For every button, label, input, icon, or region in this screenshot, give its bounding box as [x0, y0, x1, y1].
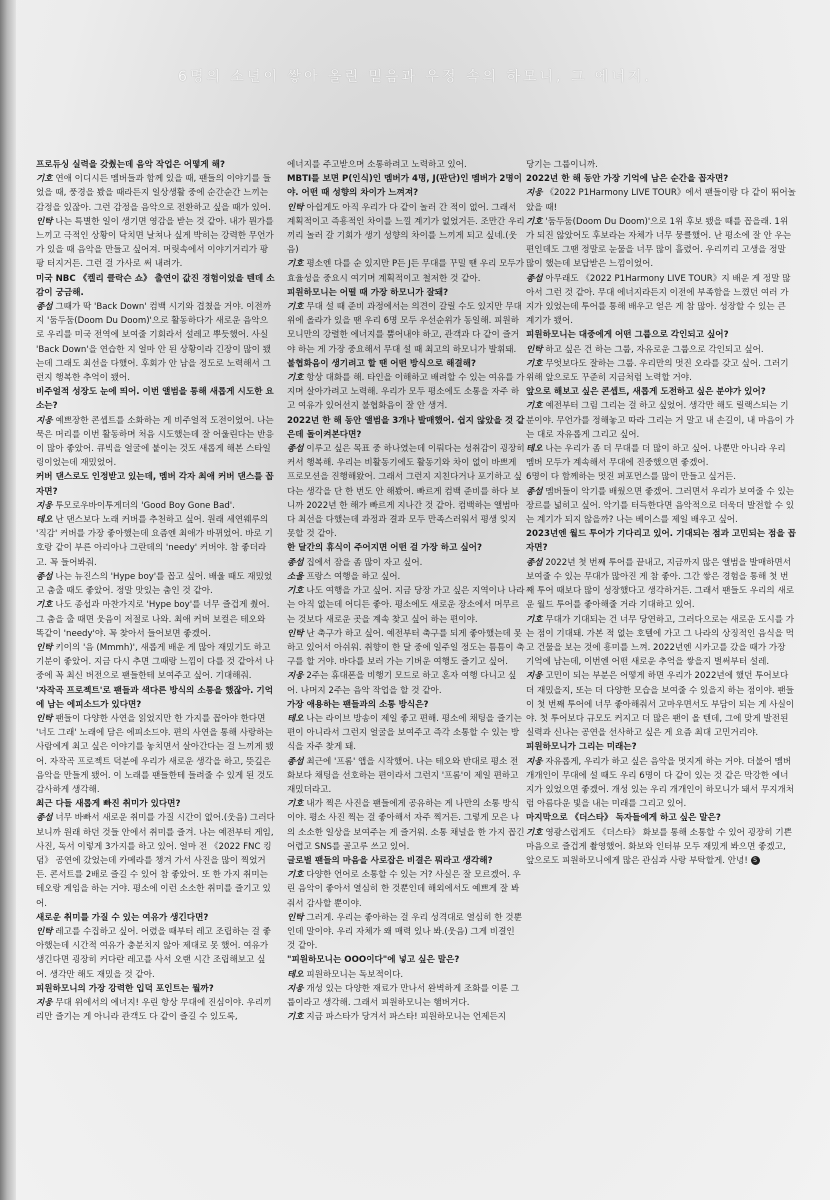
interview-question: 피원하모니는 어떨 때 가장 하모니가 잘돼?	[287, 287, 449, 298]
interview-answer	[36, 996, 276, 1024]
interview-answer	[526, 826, 796, 869]
speaker-name: 인탁	[36, 926, 53, 937]
answer-text: 다양한 언어로 소통할 수 있는 거? 사실은 잘 모르겠어. 우린 음악이 좋아서 열심히 한 것뿐인데 해외에서도 예쁘게 잘 봐줘서 감사할 뿐이야.	[287, 870, 521, 909]
speaker-name: 기호	[526, 216, 543, 227]
answer-text: '둠두둠(Doom Du Doom)'으로 1위 후보 됐을 때를 꼽을래. 1위가 되진 않았어도 후보라는 자체가 너무 뭉클했어. 난 평소에 잘 안 우는 편인데도 그땐 정말로 눈물을 너무 많이 흘렸어. 우리끼리 고생을 정말 많이 했는데 보답받은 느낌이었어.	[526, 216, 792, 270]
column-3	[526, 158, 796, 1178]
interview-question: 커버 댄스로도 인정받고 있는데, 멤버 각자 최애 커버 댄스를 꼽자면?	[36, 472, 274, 497]
interview-question: 프로듀싱 실력을 갖췄는데 음악 작업은 어떻게 해?	[36, 160, 225, 170]
interview-answer	[526, 470, 796, 484]
speaker-name: 종섭	[36, 571, 53, 582]
interview-answer	[287, 1010, 525, 1024]
interview-answer	[287, 669, 525, 697]
answer-text: 키이의 '음 (Mmmh)', 새롭게 배운 게 많아 재밌기도 하고 기분이 좋았어. 지금 다시 추면 그때랑 느낌이 다를 것 같아서 나중에 꼭 최신 버전으로 팬들한테 보여주고 싶어. 기대해줘.	[36, 642, 274, 682]
answer-text: 투모로우바이투게더의 'Good Boy Gone Bad'.	[55, 500, 235, 511]
speaker-name: 종섭	[287, 557, 304, 568]
interview-answer	[287, 911, 525, 954]
answer-text: 당기는 그룹이니까.	[526, 160, 598, 170]
interview-question: MBTI를 보면 P(인식)인 멤버가 4명, J(판단)인 멤버가 2명이야. 어떤 때 성향의 차이가 느껴져?	[287, 174, 522, 199]
page-headline: 6명의 소년이 쌓아 올린 믿음과 우정 속의 하모니, 그 에너지.	[178, 69, 652, 85]
speaker-name: 지웅	[526, 756, 543, 767]
interview-answer	[526, 556, 796, 613]
column-2	[287, 158, 525, 1178]
speaker-name: 기호	[526, 401, 543, 412]
answer-text: 그러게. 우리는 좋아하는 걸 우리 성격대로 열심히 한 것뿐인데 말이야. 우리 자체가 왜 매력 있나 봐.(웃음) 그게 비결인 것 같아.	[287, 912, 522, 952]
speaker-name: 지웅	[287, 671, 304, 682]
interview-answer	[287, 158, 525, 172]
answer-text: 프랑스 여행을 하고 싶어.	[306, 571, 401, 582]
speaker-name: 종섭	[36, 302, 53, 313]
answer-text: 피원하모니는 독보적이다.	[306, 969, 404, 980]
speaker-name: 소울	[287, 571, 304, 582]
interview-answer	[36, 811, 276, 910]
answer-text: 팬들이 다양한 사연을 읽었지만 한 가지를 꼽아야 한다면 '너도 그래' 노래에 담은 에피소드야. 편의 사연을 통해 사랑하는 사람에게 최고 싶은 이야기를 놓치면서 살아간다는 걸 느끼게 됐어. 자작곡 프로젝트 덕분에 우리가 새로운 생각을 하고, 뜻깊은 음악을 만들게 됐어. 이 노래를 팬들한테 들려줄 수 있게 된 것도 감사하게 생각해.	[36, 713, 274, 795]
speaker-name: 지웅	[36, 997, 53, 1008]
interview-answer	[287, 755, 525, 798]
answer-text: 무엇보다도 잘하는 그룹. 우리만의 멋진 오라를 갖고 싶어. 그러기 위해 앞으로도 꾸준히 지금처럼 노력할 거야.	[526, 358, 789, 384]
answer-text: 에너지를 주고받으며 소통하려고 노력하고 있어.	[287, 160, 467, 170]
answer-text: 나는 뉴진스의 'Hype boy'를 꼽고 싶어. 배울 때도 재밌었고 춤출 때도 좋았어. 정말 맛있는 춤인 것 같아.	[36, 571, 273, 597]
interview-answer	[526, 272, 796, 329]
speaker-name: 종섭	[526, 557, 543, 568]
answer-text: 너무 바빠서 새로운 취미를 가질 시간이 없어.(웃음) 그러다 보니까 원래 하던 것들 안에서 취미를 즐겨. 나는 예전부터 게임, 사진, 독서 이렇게 3가지를 하고 있어. 얼마 전 《2022 FNC 킹덤》 공연에 갔었는데 카메라를 챙겨 가서 사진을 많이 찍었거든. 콘서트를 2배로 즐길 수 있어 참 좋았어. 또 한 가지 취미는 테오랑 게임을 하는 거야. 평소에 이런 소소한 취미를 즐기고 있어.	[36, 813, 275, 909]
answer-text: 《2022 P1Harmony LIVE TOUR》에서 팬들이랑 다 같이 뛰어놀았을 때!	[526, 188, 796, 213]
answer-text: 평소엔 다를 순 있지만 P든 J든 무대를 꾸밀 땐 우리 모두가 효율성을 중요시 여기며 계획적이고 철저한 것 같아.	[287, 259, 525, 284]
interview-question: 미국 NBC 《켈리 클락슨 쇼》 출연이 값진 경험이었을 텐데 소감이 궁금해.	[36, 273, 275, 298]
answer-text: 나도 여행을 가고 싶어. 지금 당장 가고 싶은 지역이나 나라는 아직 없는데 어디든 좋아. 평소에도 새로운 장소에서 머무르는 것보다 새로운 곳을 계속 찾고 싶어 하는 편이야.	[287, 586, 525, 625]
answer-text: 아쉽게도 아직 우리가 다 같이 놀러 간 적이 없어. 그래서 계획적이고 즉흥적인 차이를 느낄 계기가 없었거든. 조만간 우리끼리 놀러 갈 기회가 생기 성향의 차이를 느끼게 되고 싶네.(웃음)	[287, 202, 525, 256]
interview-answer	[36, 513, 276, 570]
binding-shadow	[0, 0, 16, 1200]
answer-text: 아무래도 《2022 P1Harmony LIVE TOUR》지 배운 게 정말 많아서 그런 것 같아. 무대 에너지라든지 이전에 부족함을 느꼈던 여러 가지가 있었는데 투어를 통해 배우고 얻은 게 참 많아. 성장할 수 있는 큰 계기가 됐어.	[526, 273, 791, 327]
answer-text: 항상 대화를 해. 타인을 이해하고 배려할 수 있는 여유를 가지며 살아가려고 노력해. 우리가 모두 평소에도 소통을 자주 하고 여유가 있어선지 불협화음이 잘 안 생겨.	[287, 373, 525, 412]
answer-text: 난 댄스보다 노래 커버를 추천하고 싶어. 원래 세연웨루의 '직감' 커버를 가장 좋아했는데 요즘엔 최애가 바뀌었어. 바로 기호랑 같이 부른 아리아나 그란데의 'needy' 커버야. 참 좋더라고. 꼭 들어봐줘.	[36, 515, 273, 568]
interview-answer	[36, 499, 276, 513]
speaker-name: 인탁	[36, 713, 53, 724]
answer-text: 레고를 수집하고 싶어. 어렸을 때부터 레고 조립하는 걸 좋아했는데 시간적 여유가 충분치지 않아 제대로 못 했어. 여유가 생긴다면 굉장히 커다란 레고를 사서 오랜 시간 조립해보고 싶어. 생각만 해도 재밌을 것 같아.	[36, 926, 271, 980]
answer-text: 예전부터 그림 그리는 걸 하고 싶었어. 생각만 해도 릴랙스되는 기분이야. 무언가를 정해놓고 따라 그리는 거 말고 내 손길이, 내 마음이 가는 대로 자유롭게 그리고 싶어.	[526, 401, 794, 440]
answer-text: 무대 설 때 준비 과정에서는 의견이 갈릴 수도 있지만 무대 위에 올라가 있을 땐 우리 6명 모두 우선순위가 동일해. 피원하모니만의 강렬한 에너지를 뿜어내야 하고, 관객과 다 같이 즐거야 하는 게 가장 중요해서 무대 설 때 최고의 하모니가 발휘돼.	[287, 302, 522, 355]
interview-question: 최근 다들 새롭게 빠진 취미가 있다면?	[36, 799, 181, 810]
interview-question: 가장 애용하는 팬들과의 소통 방식은?	[287, 699, 429, 710]
interview-answer	[36, 300, 276, 385]
interview-answer	[287, 371, 525, 414]
speaker-name: 기호	[287, 373, 304, 384]
interview-answer	[36, 598, 276, 641]
speaker-name: 종섭	[287, 444, 304, 455]
speaker-name: 인탁	[526, 344, 543, 355]
answer-text: 나도 종섭과 마찬가지로 'Hype boy'를 너무 즐겁게 췄어. 그 춤을 출 때면 웃음이 저절로 나와. 최애 커버 보컬은 테오와 똑같이 'needy'야. 꼭 찾아서 들어보면 좋겠어.	[36, 600, 270, 639]
speaker-name: 테오	[287, 713, 304, 724]
interview-question: 피원하모니가 그리는 미래는?	[526, 742, 637, 753]
interview-answer	[36, 641, 276, 684]
answer-text: 연애 이디시든 멤버들과 함께 있을 때, 팬들의 이야기를 들었을 때, 풍경을 봤을 때라든지 일상생활 중에 순간순간 느끼는 감정을 있잖아. 그런 감정을 음악으로 전환하고 싶을 때가 있어.	[36, 174, 271, 213]
speaker-name: 기호	[287, 799, 304, 810]
answer-text: 나는 라이브 방송이 제일 좋고 편해. 평소에 채팅을 즐기는 편이 아니라서 그런지 얼굴을 보여주고 즉각 소통할 수 있는 방식을 자주 찾게 돼.	[287, 713, 522, 753]
answer-text: 내가 찍은 사진을 팬들에게 공유하는 게 나만의 소통 방식이야. 평소 사진 찍는 걸 좋아해서 자주 찍거든. 그렇게 모은 나의 소소한 일상을 보여주는 게 즐거워. 소통 채널을 한 가지 꼽긴 어렵고 SNS를 골고루 쓰고 있어.	[287, 799, 525, 852]
interview-question: 앞으로 해보고 싶은 콘셉트, 새롭게 도전하고 싶은 분야가 있어?	[526, 387, 766, 398]
speaker-name: 지웅	[526, 188, 543, 199]
answer-text: 이루고 싶은 목표 중 하나였는데 이뤄다는 성취감이 굉장히 커서 행복해. 우리는 비활동기에도 활동기와 차이 없이 바쁘게 프로모션을 진행해왔어. 그래서 그런지 지친다거나 포기하고 싶다는 생각을 단 한 번도 안 해봤어. 빠르게 컴백 준비를 하다 보니까 2022년 한 해가 빠르게 지나간 것 같아. 컴백하는 앨범마다 최선을 다했는데 과정과 결과 모두 만족스러워서 평생 잊지 못할 것 같아.	[287, 444, 525, 540]
speaker-name: 테오	[287, 969, 304, 980]
speaker-name: 기호	[287, 1012, 304, 1023]
interview-answer	[287, 556, 525, 570]
speaker-name: 종섭	[287, 756, 304, 767]
interview-answer	[526, 442, 796, 470]
interview-answer	[526, 755, 796, 812]
interview-answer	[526, 357, 796, 385]
answer-text: 개성 있는 다양한 재료가 만나서 완벽하게 조화를 이룬 그룹이라고 생각해. 그래서 피원하모니는 햄버거다.	[287, 983, 520, 1008]
speaker-name: 인탁	[287, 202, 304, 213]
interview-answer	[287, 584, 525, 627]
interview-answer	[287, 868, 525, 911]
interview-question: 2023년엔 월드 투어가 기다리고 있어. 기대되는 점과 고민되는 점을 꼽자면?	[526, 529, 796, 554]
speaker-name: 기호	[287, 870, 304, 881]
speaker-name: 기호	[287, 302, 304, 313]
answer-text: 그때가 딱 'Back Down' 컴백 시기와 겹쳤을 거야. 이전까지 '둠두둠(Doom Du Doom)'으로 활동하다가 새로운 음악으로 우리를 미국 전역에 보여줄 기회라서 설레고 뿌듯했어. 사실 'Back Down'을 연습한 지 얼마 안 된 상황이라 긴장이 많이 됐는데 그래도 최선을 다했어. 후회가 안 남을 정도로 노력해서 그런지 행복한 추억이 됐어.	[36, 302, 271, 384]
interview-answer	[287, 300, 525, 357]
interview-question: 새로운 취미를 가질 수 있는 여유가 생긴다면?	[36, 912, 209, 923]
answer-text: 영광스럽게도 《더스타》 화보를 통해 소통할 수 있어 굉장히 기쁜 마음으로 즐겁게 촬영했어. 화보와 인터뷰 모두 재밌게 봐으면 좋겠고, 앞으로도 피원하모니에게 많은 관심과 사랑 부탁할게. 안녕!	[526, 827, 792, 866]
interview-answer	[36, 712, 276, 797]
answer-text: 무대 위에서의 에너지! 우린 항상 무대에 진심이야. 우리끼리만 즐기는 게 아니라 관객도 다 같이 즐길 수 있도록,	[36, 997, 272, 1023]
interview-answer	[526, 613, 796, 670]
speaker-name: 인탁	[36, 216, 53, 227]
interview-answer	[36, 570, 276, 598]
interview-answer	[287, 712, 525, 755]
answer-text: 6명이 다 함께하는 멋진 퍼포먼스를 많이 만들고 싶거든.	[526, 472, 736, 483]
interview-answer	[526, 186, 796, 214]
interview-answer	[287, 627, 525, 670]
answer-text: 2022년 첫 번째 투어를 끝내고, 지금까지 많은 앨범을 발매하면서 보여줄 수 있는 무대가 많아진 게 참 좋아. 그간 쌓은 경험을 통해 첫 번째 투어 때보다 많이 성장했다고 생각하거든. 그래서 팬들도 우리의 새로운 월드 투어를 좋아해줄 거라 기대하고 있어.	[526, 557, 795, 611]
interview-answer	[287, 201, 525, 258]
interview-question: 마지막으로 《더스타》 독자들에게 하고 싶은 말은?	[526, 813, 721, 824]
interview-answer	[526, 158, 796, 172]
speaker-name: 테오	[526, 444, 543, 455]
answer-text: 무대가 기대되는 건 너무 당연하고, 그러다으로는 새로운 도시를 가는 점이 기대돼. 가본 적 없는 호텔에 가고 그 나라의 상징적인 음식을 먹고 건물을 보는 것에 흥미를 느껴. 2022년엔 시카고를 갔을 때가 가장 기억에 남는데, 이번엔 어떤 새로운 추억을 쌓을지 벌써부터 설레.	[526, 614, 795, 668]
answer-text: 예쁘장한 콘셉트를 소화하는 게 비주얼적 도전이었어. 나는 묵은 머리를 이번 활동하며 처음 시도했는데 잘 어울린다는 반응이 많아 좋았어. 큐빅을 얼굴에 붙이는 것도 새롭게 해본 스타일링이었는데 재밌었어.	[36, 415, 274, 469]
speaker-name: 지웅	[36, 500, 53, 511]
interview-question: '자작곡 프로젝트'로 팬들과 색다른 방식의 소통을 했잖아. 기억에 남는 에피소드가 있다면?	[36, 685, 274, 710]
interview-answer	[287, 968, 525, 982]
column-1	[36, 158, 276, 1178]
interview-answer	[36, 925, 276, 982]
answer-text: 2주는 휴대폰을 비행기 모드로 하고 혼자 여행 다니고 싶어. 나머지 2주는 음악 작업을 할 것 같아.	[287, 671, 517, 696]
interview-question: 피원하모니는 대중에게 어떤 그룹으로 각인되고 싶어?	[526, 330, 729, 341]
speaker-name: 기호	[287, 586, 304, 597]
answer-text: 집에서 잠을 좀 많이 자고 싶어.	[306, 557, 423, 568]
speaker-name: 지웅	[526, 671, 543, 682]
interview-question: 한 달간의 휴식이 주어지면 어떤 걸 가장 하고 싶어?	[287, 543, 482, 554]
end-mark-icon: S	[751, 856, 760, 865]
answer-text: 나는 우리가 좀 더 무대를 더 많이 하고 싶어. 나뿐만 아니라 우리 멤버 모두가 계속해서 무대에 진중했으면 좋겠어.	[526, 444, 786, 469]
interview-answer	[287, 442, 525, 541]
interview-answer	[526, 343, 796, 357]
speaker-name: 지웅	[287, 983, 304, 994]
interview-question: 2022년 한 해 동안 가장 기억에 남은 순간을 꼽자면?	[526, 174, 729, 185]
speaker-name: 종섭	[526, 273, 543, 284]
interview-answer	[287, 982, 525, 1010]
speaker-name: 기호	[36, 600, 53, 611]
answer-text: 고민이 되는 부분은 어떻게 하면 우리가 2022년에 했던 투어보다 더 재밌을지, 또는 더 다양한 모습을 보여줄 수 있을지 하는 점이야. 팬들이 첫 번째 투어에 너무 좋아해줘서 고마우면서도 부담이 되는 게 사실이야. 첫 투어보다 규모도 커지고 더 많은 팬이 올 텐데, 그에 맞게 발전된 실력과 신나는 공연을 선사하고 싶은 게 요즘 최대 고민거리야.	[526, 671, 795, 739]
speaker-name: 지웅	[36, 415, 53, 426]
speaker-name: 기호	[36, 174, 53, 185]
interview-question: 2022년 한 해 동안 앨범을 3개나 발매했어. 쉽지 않았을 것 같은데 돌이켜본다면?	[287, 415, 525, 440]
speaker-name: 기호	[526, 827, 543, 838]
interview-answer	[526, 399, 796, 442]
speaker-name: 인탁	[287, 912, 304, 923]
interview-question: 피원하모니의 가장 강력한 입덕 포인트는 뭘까?	[36, 983, 214, 994]
interview-answer	[526, 669, 796, 740]
answer-text: 자유롭게, 우리가 하고 싶은 음악을 멋지게 하는 거야. 더불어 멤버 개개인이 무대에 설 때도 우리 6명이 다 같이 있는 것 같은 막강한 에너지가 있었으면 좋겠어. 개성 있는 우리 개개인이 하모니가 돼서 무지개처럼 아름다운 빛을 내는 미래를 그리고 있어.	[526, 756, 795, 810]
interview-answer	[36, 215, 276, 272]
interview-answer	[287, 797, 525, 854]
speaker-name: 기호	[287, 259, 304, 270]
interview-question: 비주얼적 성장도 눈에 띄어. 이번 앨범을 통해 새롭게 시도한 요소는?	[36, 387, 274, 412]
answer-text: 난 축구가 하고 싶어. 예전부터 축구를 되게 좋아했는데 못 하고 있어서 아쉬워. 취향이 한 달 중에 일주일 정도는 틈틈이 축구를 할 거야. 바다를 보러 가는 기버운 여행도 즐기고 싶어.	[287, 628, 525, 668]
interview-answer	[287, 257, 525, 285]
speaker-name: 인탁	[36, 642, 53, 653]
interview-question: "피원하모니는 OOO이다"에 넣고 싶은 말은?	[287, 955, 460, 966]
interview-answer	[36, 172, 276, 215]
answer-text: 멤버들이 악기를 배웠으면 좋겠어. 그러면서 우리가 보여줄 수 있는 장르를 넓히고 싶어. 악기를 터득한다면 음악적으로 더욱더 발전할 수 있는 계기가 되지 않을까? 나는 베이스를 제일 배우고 싶어.	[526, 486, 795, 526]
interview-answer	[526, 485, 796, 528]
speaker-name: 기호	[526, 358, 543, 369]
answer-text: 지금 파스타가 당겨서 파스타! 피원하모니는 언제든지	[306, 1012, 507, 1023]
speaker-name: 종섭	[36, 813, 53, 824]
speaker-name: 기호	[526, 614, 543, 625]
interview-answer	[287, 570, 525, 584]
answer-text: 최근에 '프롬' 앱을 시작했어. 나는 테오와 반대로 평소 전화보다 채팅을 선호하는 편이라서 그런지 '프롬'이 제일 편하고 재밌더라고.	[287, 756, 519, 795]
speaker-name: 테오	[36, 515, 53, 526]
answer-text: 나는 특별한 일이 생기면 영감을 받는 것 같아. 내가 뭔가를 느끼고 극적인 상황이 닥치면 날쳐나 싶게 박히는 강력한 무언가가 있을 때 음악을 만들고 싶어져. 머릿속에서 이야기거리가 팡팡 터지거든. 그런 걸 가사로 써 내려가.	[36, 216, 274, 270]
interview-question: 글로벌 팬들의 마음을 사로잡은 비결은 뭐라고 생각해?	[287, 855, 493, 866]
speaker-name: 종섭	[526, 486, 543, 497]
interview-answer	[526, 215, 796, 272]
interview-question: 불협화음이 생기려고 할 땐 어떤 방식으로 해결해?	[287, 358, 476, 369]
interview-answer	[36, 414, 276, 471]
answer-text: 하고 싶은 건 하는 그룹, 자유로운 그룹으로 각인되고 싶어.	[545, 344, 764, 355]
speaker-name: 인탁	[287, 628, 304, 639]
